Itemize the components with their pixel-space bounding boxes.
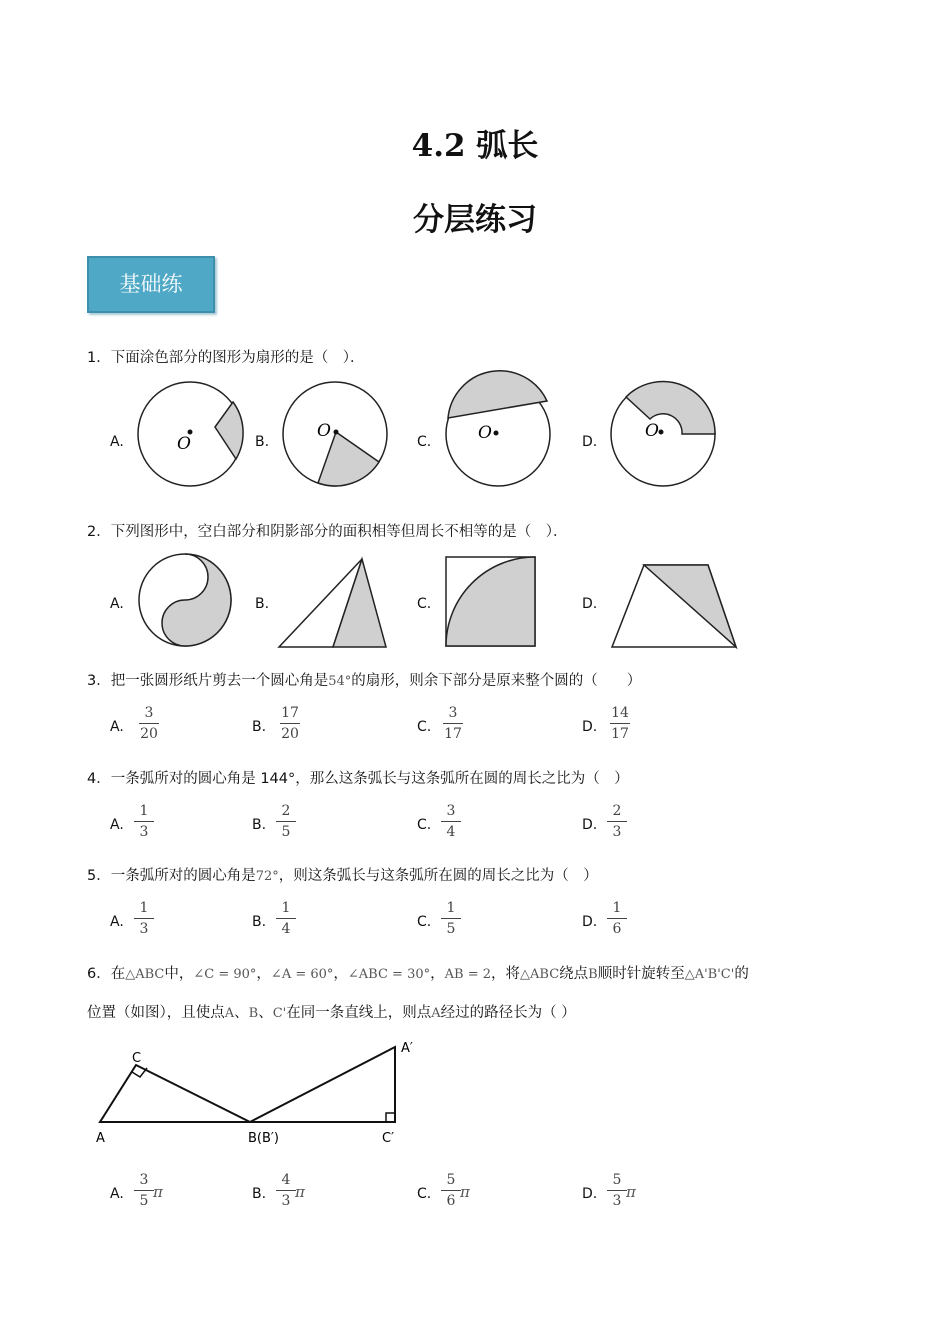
q5-option-b-label: B. bbox=[252, 914, 267, 930]
q2-figure-b bbox=[278, 557, 388, 649]
q3-option-d-label: D. bbox=[582, 719, 598, 735]
q2-option-d-label: D. bbox=[582, 596, 598, 612]
q2-figure-c bbox=[445, 556, 537, 648]
q4-option-a-fraction: 1 3 bbox=[131, 802, 157, 841]
section-badge: 基础练 bbox=[87, 256, 215, 313]
q3-option-a-fraction: 3 20 bbox=[140, 705, 158, 742]
q4-option-d-label: D. bbox=[582, 817, 598, 833]
q4-option-b-label: B. bbox=[252, 817, 267, 833]
q1-option-b-label: B. bbox=[255, 434, 270, 450]
q5-option-c-label: C. bbox=[417, 914, 432, 930]
q5-option-c-fraction: 1 5 bbox=[438, 899, 464, 938]
q3-stem-b: 的扇形，则余下部分是原来整个圆的（ ） bbox=[351, 673, 642, 689]
q1-d-center-label: O bbox=[645, 421, 659, 441]
q1-figure-c bbox=[445, 381, 555, 491]
q2-figure-a bbox=[137, 553, 235, 649]
q6-stem-line2: 位置（如图），且使点A、B、C'在同一条直线上，则点A经过的路径长为（ ） bbox=[87, 1005, 576, 1021]
q6-label-c-prime: C′ bbox=[382, 1131, 395, 1146]
q1-option-a-label: A. bbox=[110, 434, 124, 450]
q6-option-d-fraction: 5 3 bbox=[604, 1171, 630, 1210]
q5-option-d-fraction: 1 6 bbox=[604, 899, 630, 938]
q6-option-b-pi: π bbox=[295, 1183, 305, 1201]
q6-option-c-pi: π bbox=[460, 1183, 470, 1201]
q6-option-a-label: A. bbox=[110, 1186, 124, 1202]
q1-figure-b bbox=[282, 381, 392, 491]
q6-label-b: B(B′) bbox=[248, 1131, 279, 1146]
q6-label-c: C bbox=[132, 1051, 142, 1066]
q3-option-c-fraction: 3 17 bbox=[444, 705, 462, 742]
q1-b-center-label: O bbox=[317, 421, 331, 441]
q3-stem bbox=[87, 669, 641, 690]
q1-option-d-label: D. bbox=[582, 434, 598, 450]
q5-angle: 72° bbox=[255, 869, 279, 884]
q3-option-d-fraction: 14 17 bbox=[611, 705, 629, 742]
q4-option-b-fraction: 2 5 bbox=[273, 802, 299, 841]
q5-stem-a: 5．一条弧所对的圆心角是 bbox=[87, 868, 256, 884]
q6-stem-line1: 6．在△ABC中，∠C = 90°，∠A = 60°，∠ABC = 30°，AB = 2，将△ABC绕点B顺时针旋转至△A'B'C'的 bbox=[87, 966, 749, 982]
q6-option-d-pi: π bbox=[626, 1183, 636, 1201]
q4-option-d-fraction: 2 3 bbox=[604, 802, 630, 841]
q6-option-a-fraction: 3 5 bbox=[131, 1171, 157, 1210]
q2-figure-d bbox=[610, 563, 738, 649]
q6-option-a-pi: π bbox=[153, 1183, 163, 1201]
q6-option-c-fraction: 5 6 bbox=[438, 1171, 464, 1210]
q5-option-d-label: D. bbox=[582, 914, 598, 930]
q5-stem-b: ，则这条弧长与这条弧所在圆的周长之比为（ ） bbox=[278, 868, 598, 884]
q3-option-b-fraction: 17 20 bbox=[281, 705, 299, 742]
q6-label-a-prime: A′ bbox=[401, 1041, 413, 1056]
q4-option-c-fraction: 3 4 bbox=[438, 802, 464, 841]
q5-option-a-fraction: 1 3 bbox=[131, 899, 157, 938]
q6-rotation-figure bbox=[90, 1035, 430, 1155]
q6-label-a: A bbox=[96, 1131, 105, 1146]
q6-option-c-label: C. bbox=[417, 1186, 432, 1202]
q3-option-c-label: C. bbox=[417, 719, 432, 735]
q2-option-c-label: C. bbox=[417, 596, 432, 612]
q6-option-d-label: D. bbox=[582, 1186, 598, 1202]
q3-stem-a: 3．把一张圆形纸片剪去一个圆心角是 bbox=[87, 673, 329, 689]
q3-option-b-label: B. bbox=[252, 719, 267, 735]
q2-option-b-label: B. bbox=[255, 596, 270, 612]
q1-option-c-label: C. bbox=[417, 434, 432, 450]
q1-figure-a bbox=[137, 381, 247, 491]
q5-option-a-label: A. bbox=[110, 914, 124, 930]
page-subtitle: 分层练习 bbox=[413, 202, 537, 238]
q3-angle: 54° bbox=[328, 674, 352, 689]
q4-option-c-label: C. bbox=[417, 817, 432, 833]
q3-option-a-label: A. bbox=[110, 719, 124, 735]
q2-option-a-label: A. bbox=[110, 596, 124, 612]
q1-figure-d bbox=[610, 381, 720, 491]
page-title: 4.2 弧长 bbox=[411, 128, 539, 164]
q4-stem: 4．一条弧所对的圆心角是 144°，那么这条弧长与这条弧所在圆的周长之比为（ ） bbox=[87, 771, 629, 787]
q5-stem bbox=[87, 864, 598, 885]
q1-stem: 1．下面涂色部分的图形为扇形的是（ ）． bbox=[87, 350, 365, 366]
q1-a-center-label: O bbox=[177, 434, 191, 454]
q6-option-b-label: B. bbox=[252, 1186, 267, 1202]
q4-option-a-label: A. bbox=[110, 817, 124, 833]
q5-option-b-fraction: 1 4 bbox=[273, 899, 299, 938]
q2-stem: 2．下列图形中，空白部分和阴影部分的面积相等但周长不相等的是（ ）． bbox=[87, 524, 568, 540]
q1-c-center-label: O bbox=[478, 423, 492, 443]
q6-option-b-fraction: 4 3 bbox=[273, 1171, 299, 1210]
